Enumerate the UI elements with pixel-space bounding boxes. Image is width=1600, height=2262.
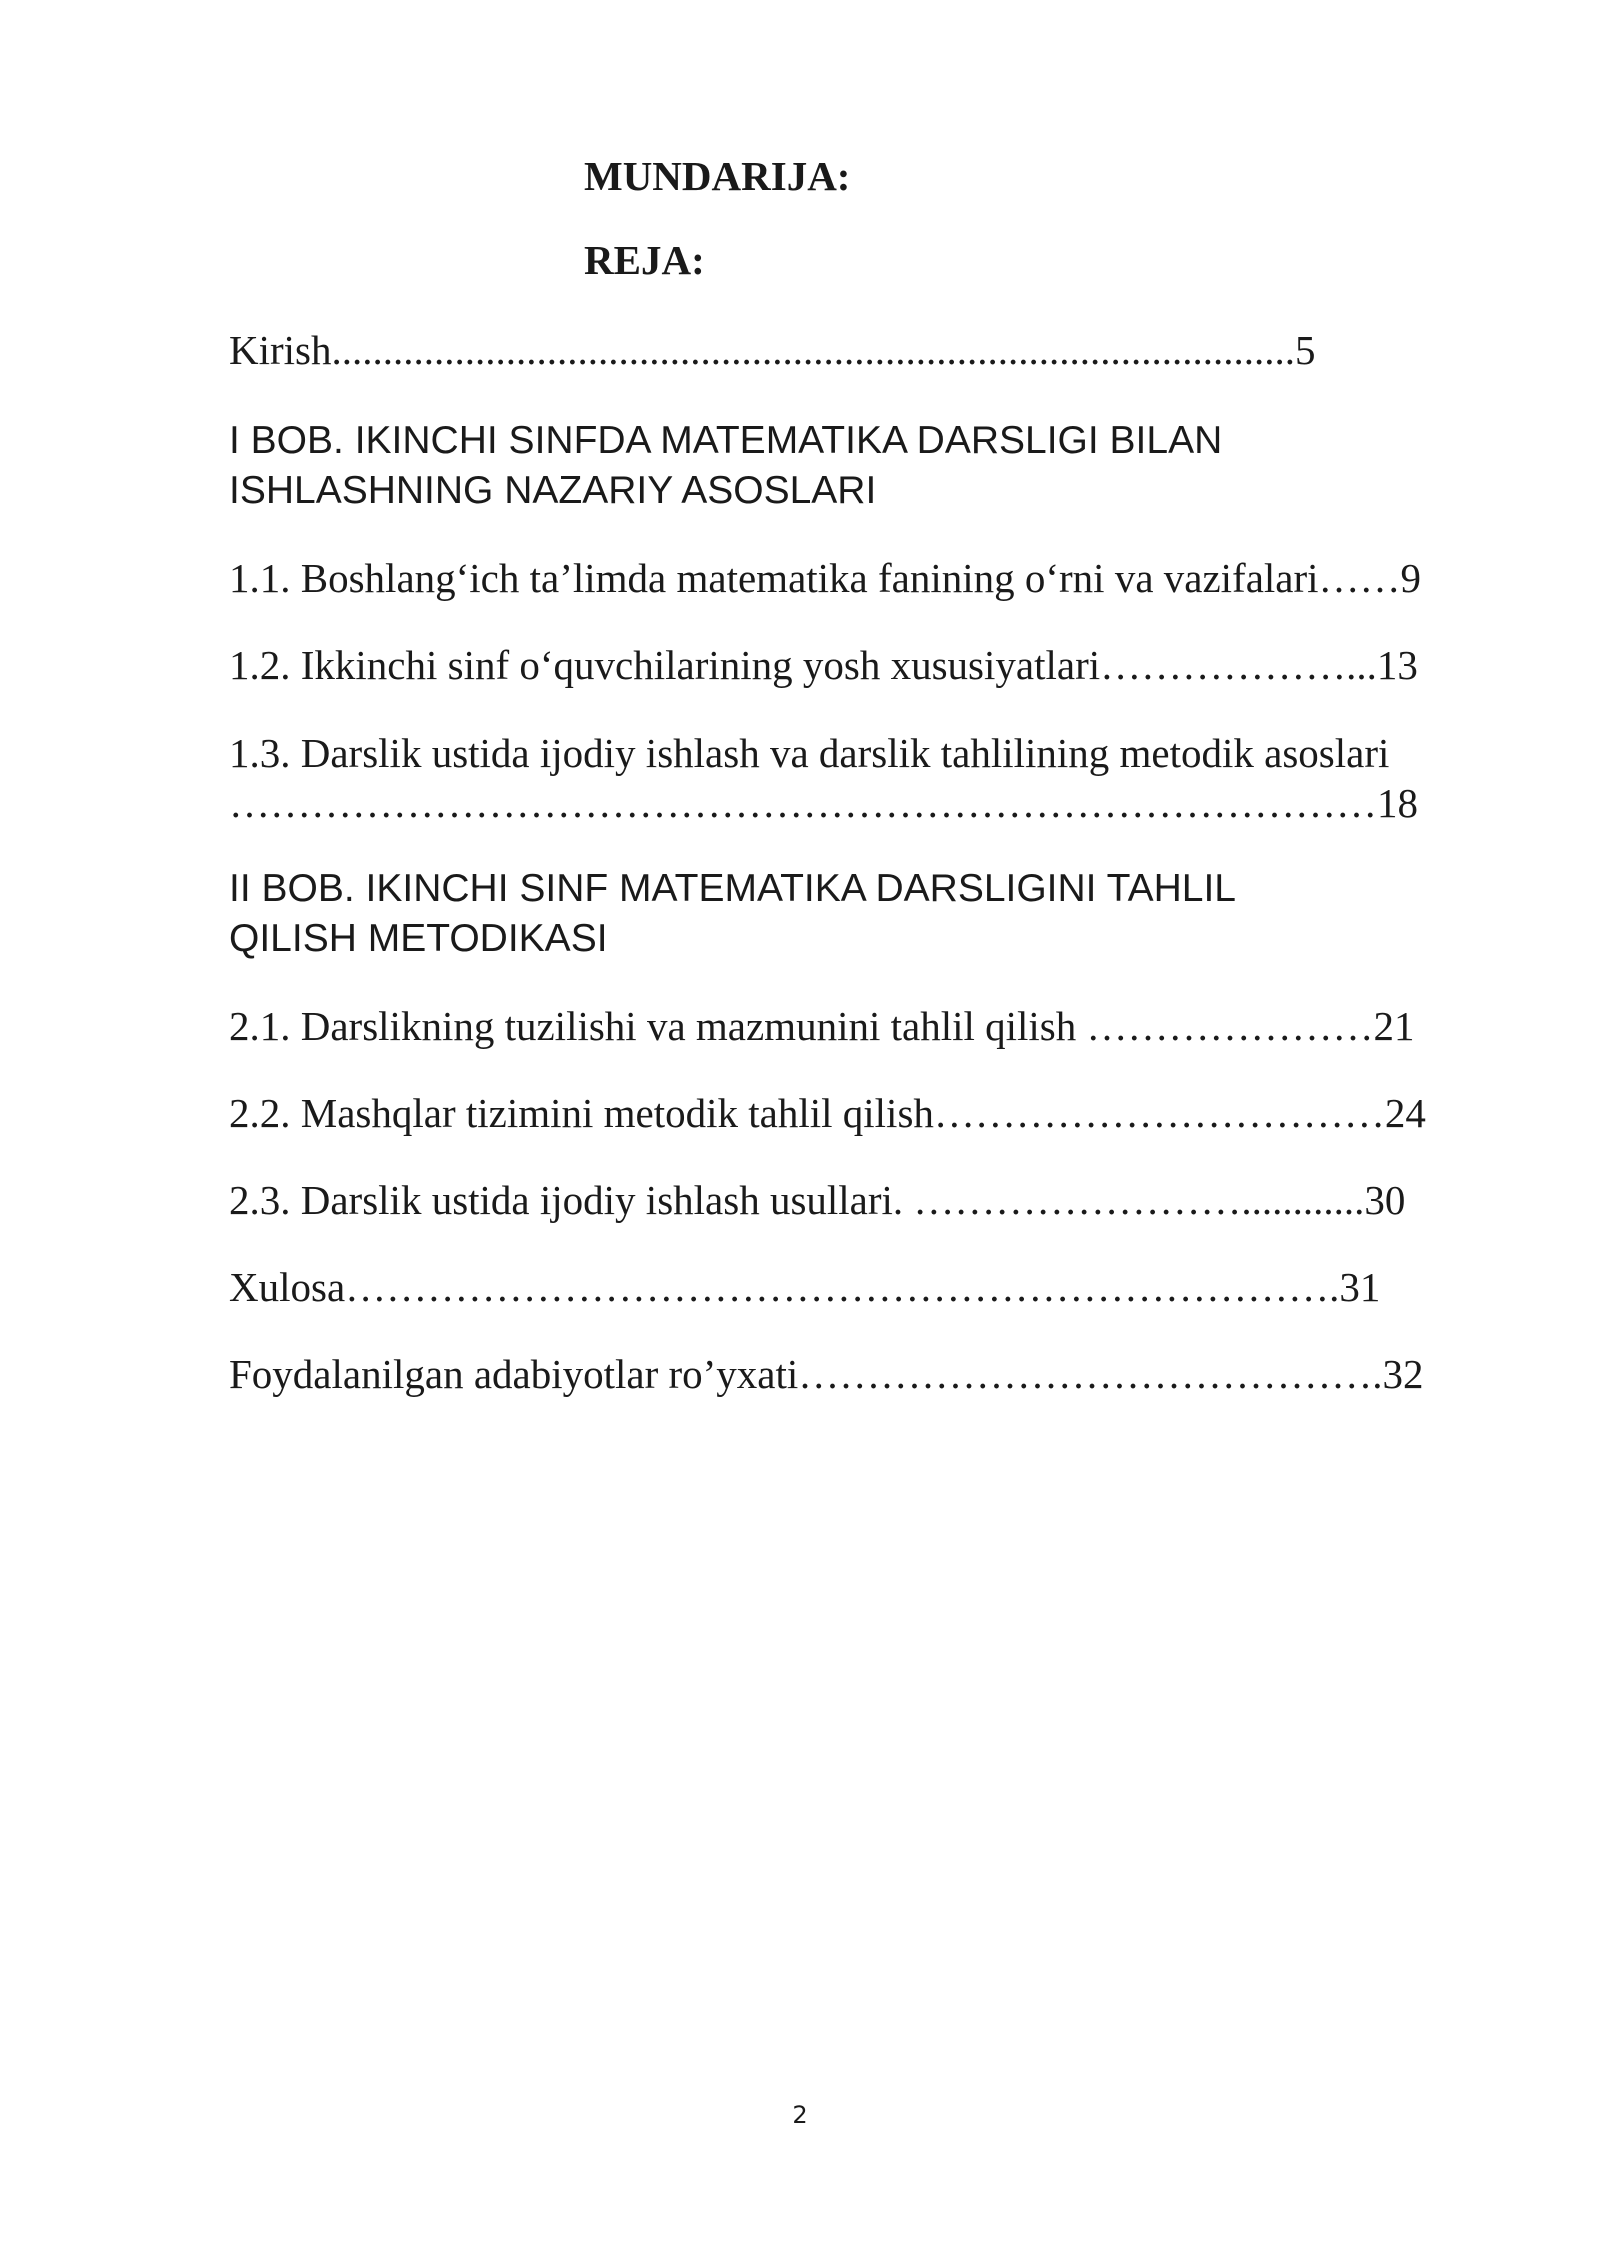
- plan-heading: REJA:: [584, 237, 705, 283]
- toc-chapter-2-line-1: II BOB. IKINCHI SINF MATEMATIKA DARSLIGINI TAHLIL: [229, 867, 1236, 910]
- toc-entry-1-2: 1.2. Ikkinchi sinf o‘quvchilarining yosh xususiyatlari………………...13: [229, 642, 1418, 688]
- toc-chapter-2: [229, 864, 1489, 964]
- page-number: 2: [792, 2101, 808, 2129]
- toc-entry-xulosa: Xulosa……………………………………………………………….31: [229, 1264, 1381, 1310]
- toc-chapter-1-line-1: I BOB. IKINCHI SINFDA MATEMATIKA DARSLIGI BILAN: [229, 419, 1223, 462]
- toc-entry-1-3-line-1: 1.3. Darslik ustida ijodiy ishlash va darslik tahlilining metodik asoslari: [229, 730, 1390, 776]
- toc-chapter-1: [229, 416, 1489, 516]
- toc-entry-adabiyotlar: Foydalanilgan adabiyotlar ro’yxati…………………………………….32: [229, 1351, 1424, 1397]
- toc-entry-2-1: 2.1. Darslikning tuzilishi va mazmunini tahlil qilish …………………21: [229, 1003, 1415, 1049]
- toc-chapter-1-line-2: ISHLASHNING NAZARIY ASOSLARI: [229, 469, 877, 512]
- toc-entry-2-2: 2.2. Mashqlar tizimini metodik tahlil qilish……………………………24: [229, 1090, 1426, 1136]
- toc-entry-1-3-line-2: …………………………………………………………………………18: [229, 780, 1418, 826]
- contents-heading: MUNDARIJA:: [584, 153, 851, 199]
- toc-entry-1-1: 1.1. Boshlang‘ich ta’limda matematika fanining o‘rni va vazifalari……9: [229, 555, 1422, 601]
- toc-entry-kirish: Kirish..............................................................................................5: [229, 327, 1316, 373]
- toc-entry-2-3: 2.3. Darslik ustida ijodiy ishlash usullari. ……………………............30: [229, 1177, 1406, 1223]
- toc-chapter-2-line-2: QILISH METODIKASI: [229, 917, 608, 960]
